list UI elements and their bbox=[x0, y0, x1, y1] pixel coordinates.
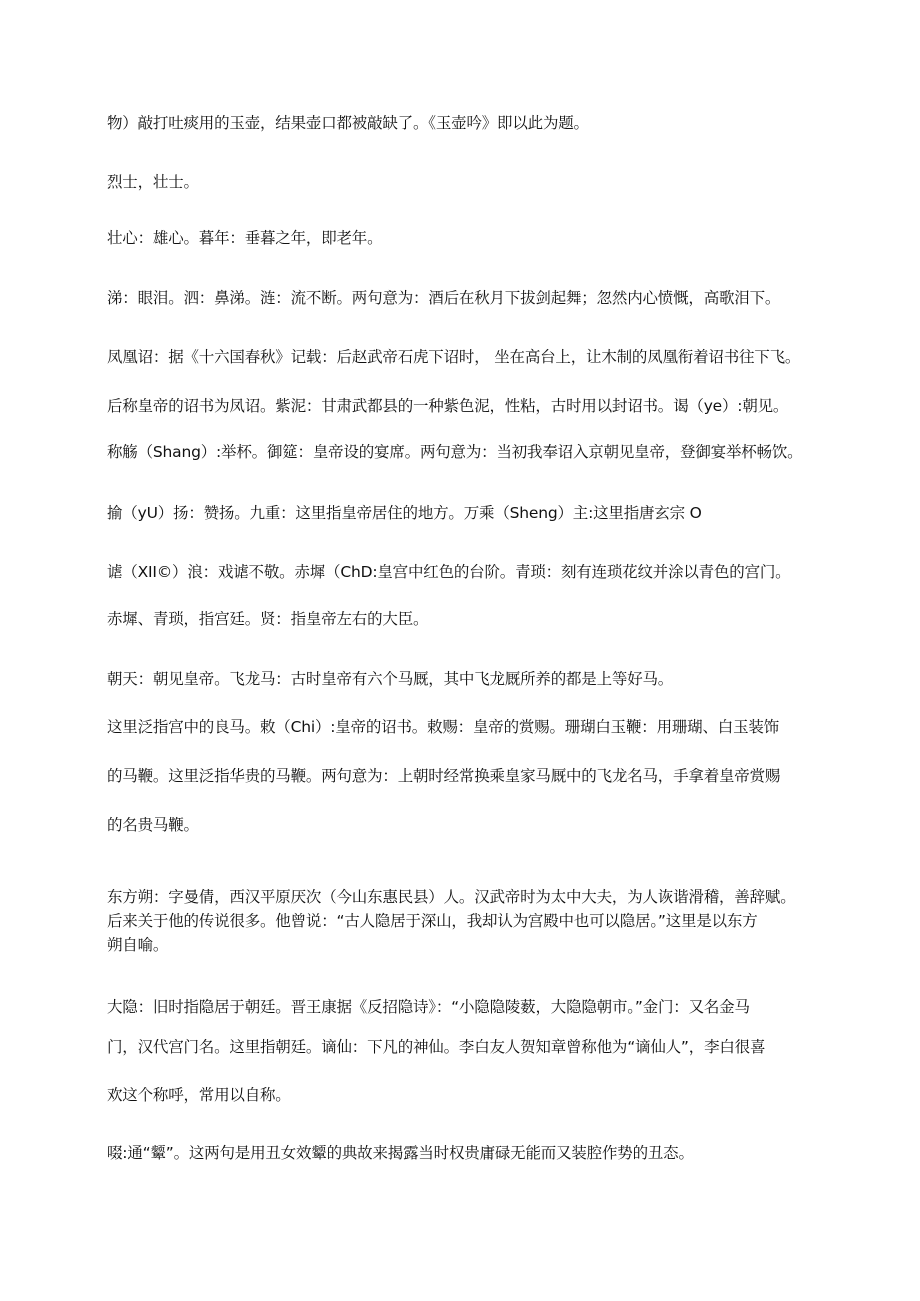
text-line: 朝天：朝见皇帝。飞龙马：古时皇帝有六个马厩，其中飞龙厩所养的都是上等好马。 bbox=[107, 670, 674, 688]
text-line: 门，汉代宫门名。这里指朝廷。谪仙：下凡的神仙。李白友人贺知章曾称他为“谪仙人”，李白很喜 bbox=[107, 1038, 766, 1056]
text-line: 凤凰诏：据《十六国春秋》记载：后赵武帝石虎下诏时， 坐在高台上，让木制的凤凰衔着诏书往下飞。 bbox=[107, 348, 801, 366]
text-line: 赤墀、青琐，指宫廷。贤：指皇帝左右的大臣。 bbox=[107, 610, 429, 628]
text-line: 朔自喻。 bbox=[107, 936, 169, 954]
text-line: 东方朔：字曼倩，西汉平原厌次（今山东惠民县）人。汉武帝时为太中大夫，为人诙谐滑稽，善辞赋。 bbox=[107, 888, 796, 906]
text-line: 物）敲打吐痰用的玉壶，结果壶口都被敲缺了。《玉壶吟》即以此为题。 bbox=[107, 114, 589, 132]
text-line: 烈士，壮士。 bbox=[107, 173, 199, 191]
text-line: 揄（yU）扬：赞扬。九重：这里指皇帝居住的地方。万乘（Sheng）主:这里指唐玄宗 O bbox=[107, 504, 702, 522]
text-line: 大隐：旧时指隐居于朝廷。晋王康据《反招隐诗》：“小隐隐陵薮，大隐隐朝市。”金门：又名金马 bbox=[107, 998, 750, 1016]
text-line: 的名贵马鞭。 bbox=[107, 816, 199, 834]
text-line: 称觞（Shang）:举杯。御筵：皇帝设的宴席。两句意为：当初我奉诏入京朝见皇帝，登御宴举杯畅饮。 bbox=[107, 443, 803, 461]
text-line: 的马鞭。这里泛指华贵的马鞭。两句意为：上朝时经常换乘皇家马厩中的飞龙名马，手拿着皇帝赏赐 bbox=[107, 767, 781, 785]
text-line: 壮心：雄心。暮年：垂暮之年，即老年。 bbox=[107, 229, 383, 247]
text-line: 后来关于他的传说很多。他曾说：“古人隐居于深山，我却认为宫殿中也可以隐居。”这里是以东方 bbox=[107, 912, 758, 930]
text-line: 谑（XII©）浪：戏谑不敬。赤墀（ChD:皇宫中红色的台阶。青琐：刻有连琐花纹并涂以青色的宫门。 bbox=[107, 563, 791, 581]
text-line: 这里泛指宫中的良马。敕（Chi）:皇帝的诏书。敕赐：皇帝的赏赐。珊瑚白玉鞭：用珊瑚、白玉装饰 bbox=[107, 718, 779, 736]
text-line: 后称皇帝的诏书为凤诏。紫泥：甘肃武都县的一种紫色泥，性粘，古时用以封诏书。谒（ye）:朝见。 bbox=[107, 397, 789, 415]
text-line: 涕：眼泪。泗：鼻涕。涟：流不断。两句意为：酒后在秋月下拔剑起舞；忽然内心愤慨，高歌泪下。 bbox=[107, 289, 781, 307]
text-line: 啜:通“颦”。这两句是用丑女效颦的典故来揭露当时权贵庸碌无能而又装腔作势的丑态。 bbox=[107, 1144, 694, 1162]
text-line: 欢这个称呼，常用以自称。 bbox=[107, 1086, 291, 1104]
